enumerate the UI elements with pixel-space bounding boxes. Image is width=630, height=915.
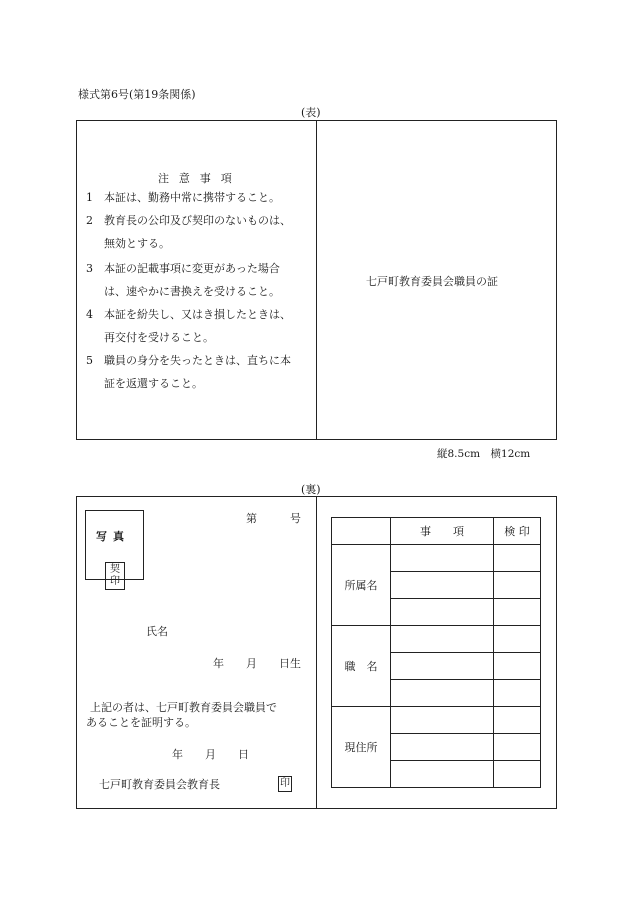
note-number: 4	[86, 308, 93, 321]
name-label: 氏名	[146, 625, 168, 638]
note-number: 2	[86, 214, 93, 227]
seal-label-top: 契	[110, 564, 120, 575]
seal-label-bottom: 印	[110, 576, 120, 587]
note-text-continued: 無効とする。	[104, 237, 170, 250]
note-item-4	[86, 303, 291, 349]
table-cell	[391, 653, 494, 680]
issue-date-label: 年 月 日	[172, 748, 249, 761]
row-label-affiliation: 所属名	[332, 545, 391, 626]
table-row	[332, 545, 541, 572]
note-item-5	[86, 349, 291, 395]
issuer-label: 七戸町教育委員会教育長	[99, 778, 220, 791]
note-item-3	[86, 257, 280, 303]
tally-seal-box	[105, 562, 125, 590]
certification-line-2: あることを証明する。	[86, 716, 196, 729]
table-row	[332, 626, 541, 653]
table-header-blank	[332, 518, 391, 545]
note-number: 5	[86, 354, 93, 367]
table-cell	[391, 761, 494, 788]
birth-date-label: 年 月 日生	[213, 657, 301, 670]
table-header-inspection: 検 印	[494, 518, 541, 545]
table-cell	[494, 626, 541, 653]
table-cell	[391, 545, 494, 572]
row-label-address: 現住所	[332, 707, 391, 788]
certification-line-1: 上記の者は、七戸町教育委員会職員で	[90, 701, 277, 714]
table-header-item: 事 項	[391, 518, 494, 545]
notes-title: 注意事項	[158, 172, 242, 185]
table-cell	[391, 626, 494, 653]
table-cell	[494, 680, 541, 707]
note-text-continued: は、速やかに書換えを受けること。	[104, 285, 280, 298]
note-number: 3	[86, 262, 93, 275]
front-card-divider	[316, 120, 317, 440]
record-table	[331, 517, 541, 788]
certificate-number-label: 第 号	[246, 512, 301, 525]
table-cell	[494, 734, 541, 761]
table-cell	[494, 707, 541, 734]
note-text: 本証は、勤務中常に携帯すること。	[104, 191, 280, 204]
back-side-label: (裏)	[301, 483, 321, 496]
back-card-divider	[316, 496, 317, 809]
table-cell	[391, 734, 494, 761]
table-cell	[494, 653, 541, 680]
photo-label: 写真	[96, 530, 131, 543]
official-stamp-box: 印	[278, 776, 292, 792]
note-text: 教育長の公印及び契印のないものは、	[104, 214, 291, 227]
table-cell	[391, 707, 494, 734]
note-text: 本証の記載事項に変更があった場合	[104, 262, 280, 275]
table-cell	[494, 761, 541, 788]
front-side-label: (表)	[301, 106, 321, 119]
note-text-continued: 再交付を受けること。	[104, 331, 214, 344]
note-item-1	[86, 186, 280, 209]
form-number-label: 様式第6号(第19条関係)	[78, 88, 196, 101]
table-cell	[391, 599, 494, 626]
note-text: 本証を紛失し、又はき損したときは、	[104, 308, 291, 321]
table-cell	[391, 680, 494, 707]
table-header-row	[332, 518, 541, 545]
note-number: 1	[86, 191, 93, 204]
table-cell	[494, 599, 541, 626]
row-label-position: 職 名	[332, 626, 391, 707]
card-size-note: 縦8.5cm 横12cm	[437, 448, 531, 460]
card-title: 七戸町教育委員会職員の証	[366, 275, 498, 288]
table-cell	[494, 545, 541, 572]
table-cell	[494, 572, 541, 599]
table-cell	[391, 572, 494, 599]
note-text-continued: 証を返還すること。	[104, 377, 203, 390]
table-row	[332, 707, 541, 734]
note-item-2	[86, 209, 291, 255]
note-text: 職員の身分を失ったときは、直ちに本	[104, 354, 291, 367]
